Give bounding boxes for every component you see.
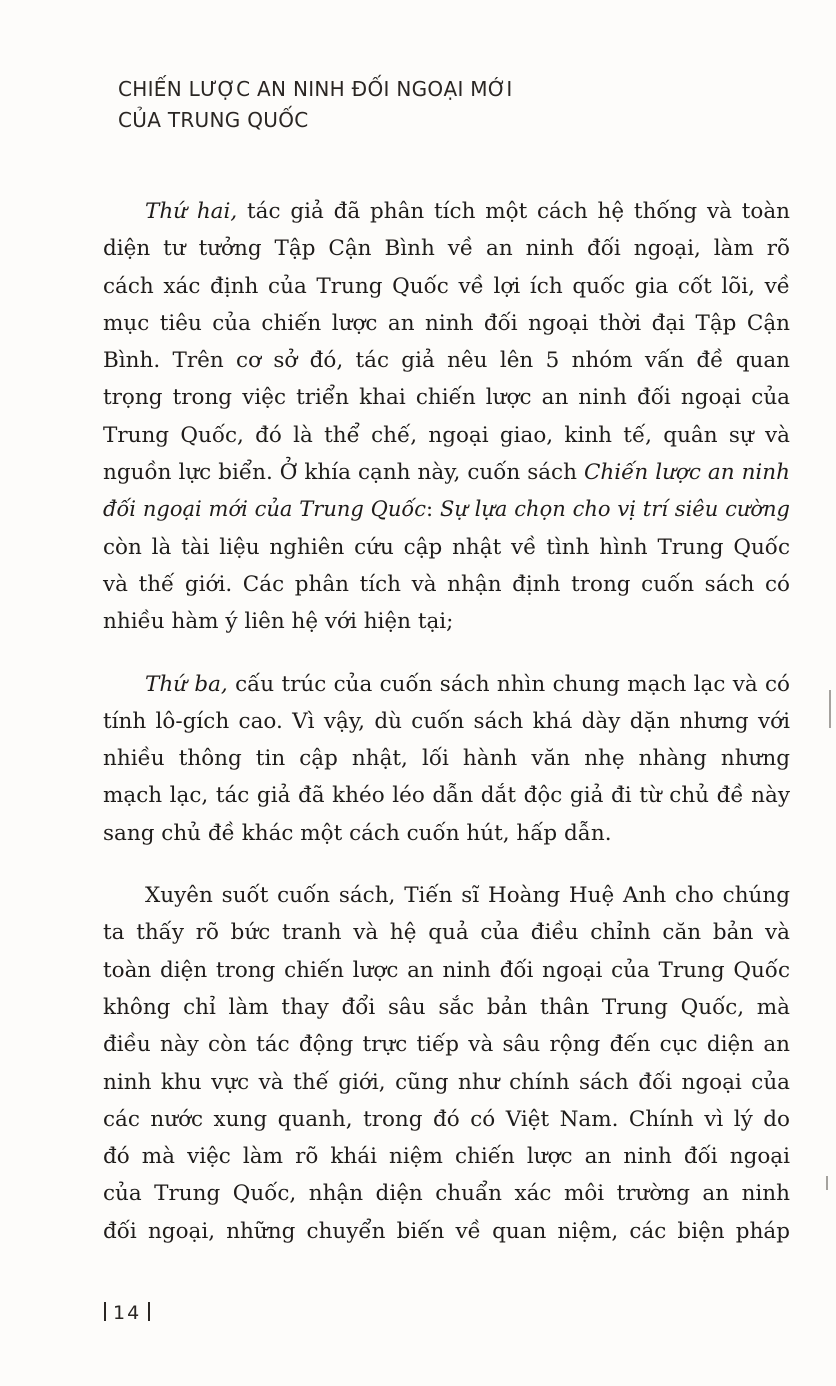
body-text bbox=[103, 193, 790, 1275]
text-line: điều này còn tác động trực tiếp và sâu rộng đến cục diện an bbox=[103, 1032, 790, 1058]
running-header bbox=[118, 74, 758, 136]
text-line: Bình. Trên cơ sở đó, tác giả nêu lên 5 nhóm vấn đề quan bbox=[103, 348, 790, 374]
page-edge-mark bbox=[826, 1176, 828, 1190]
text-line: của Trung Quốc, nhận diện chuẩn xác môi trường an ninh bbox=[103, 1181, 790, 1207]
text-line: không chỉ làm thay đổi sâu sắc bản thân Trung Quốc, mà bbox=[103, 994, 790, 1020]
text-line: Xuyên suốt cuốn sách, Tiến sĩ Hoàng Huệ Anh cho chúng bbox=[145, 883, 790, 909]
text-line: nhiều thông tin cập nhật, lối hành văn nhẹ nhàng nhưng bbox=[103, 746, 790, 772]
text-line: còn là tài liệu nghiên cứu cập nhật về tình hình Trung Quốc bbox=[103, 534, 790, 560]
text-line: ta thấy rõ bức tranh và hệ quả của điều chỉnh căn bản và bbox=[103, 920, 790, 946]
running-header-line-1: CHIẾN LƯỢC AN NINH ĐỐI NGOẠI MỚI bbox=[118, 77, 513, 101]
book-title-italic: Chiến lược an ninh bbox=[583, 460, 790, 486]
page-edge-mark bbox=[829, 690, 831, 728]
page-number bbox=[104, 1302, 150, 1324]
text-line: đối ngoại, những chuyển biến về quan niệm, các biện pháp bbox=[103, 1218, 790, 1244]
text-line: đó mà việc làm rõ khái niệm chiến lược an ninh đối ngoại bbox=[103, 1144, 790, 1170]
text-line: trọng trong việc triển khai chiến lược an ninh đối ngoại của bbox=[103, 385, 790, 411]
text-line: mạch lạc, tác giả đã khéo léo dẫn dắt độc giả đi từ chủ đề này bbox=[103, 783, 790, 809]
italic-lead: Thứ ba, bbox=[145, 671, 228, 697]
folio-bar-right bbox=[148, 1302, 150, 1321]
text-line: các nước xung quanh, trong đó có Việt Nam. Chính vì lý do bbox=[103, 1106, 790, 1132]
text-line: nhiều hàm ý liên hệ với hiện tại; bbox=[103, 609, 454, 635]
italic-lead: Thứ hai, bbox=[145, 199, 238, 224]
text-line: diện tư tưởng Tập Cận Bình về an ninh đối ngoại, làm rõ bbox=[103, 236, 790, 262]
line-text: tác giả đã phân tích một cách hệ thống và toàn bbox=[237, 199, 790, 224]
line-text: cấu trúc của cuốn sách nhìn chung mạch lạc và có bbox=[227, 671, 790, 697]
line-text: : bbox=[426, 497, 440, 522]
text-line: toàn diện trong chiến lược an ninh đối ngoại của Trung Quốc bbox=[103, 957, 790, 983]
text-line bbox=[103, 193, 790, 230]
folio-bar-left bbox=[104, 1302, 106, 1321]
line-text: nguồn lực biển. Ở khía cạnh này, cuốn sách bbox=[103, 460, 584, 486]
text-line: Trung Quốc, đó là thể chế, ngoại giao, kinh tế, quân sự và bbox=[103, 422, 790, 448]
text-line bbox=[103, 666, 790, 703]
book-subtitle-italic: Sự lựa chọn cho vị trí siêu cường bbox=[439, 497, 790, 522]
text-line: ninh khu vực và thế giới, cũng như chính sách đối ngoại của bbox=[103, 1069, 790, 1095]
paragraph-thu-ba bbox=[103, 666, 790, 852]
text-line: cách xác định của Trung Quốc về lợi ích quốc gia cốt lõi, về bbox=[103, 273, 790, 299]
text-line bbox=[103, 491, 790, 528]
text-line: và thế giới. Các phân tích và nhận định trong cuốn sách có bbox=[103, 571, 790, 597]
running-header-line-2: CỦA TRUNG QUỐC bbox=[118, 108, 309, 132]
text-line bbox=[103, 454, 790, 491]
text-line: tính lô-gích cao. Vì vậy, dù cuốn sách khá dày dặn nhưng với bbox=[103, 708, 790, 734]
paragraph-xuyen-suot bbox=[103, 877, 790, 1250]
page-number-value: 14 bbox=[113, 1302, 142, 1324]
paragraph-thu-hai bbox=[103, 193, 790, 641]
book-title-italic: đối ngoại mới của Trung Quốc bbox=[103, 497, 427, 522]
text-line: mục tiêu của chiến lược an ninh đối ngoại thời đại Tập Cận bbox=[103, 310, 790, 336]
text-line: sang chủ đề khác một cách cuốn hút, hấp dẫn. bbox=[103, 820, 612, 846]
